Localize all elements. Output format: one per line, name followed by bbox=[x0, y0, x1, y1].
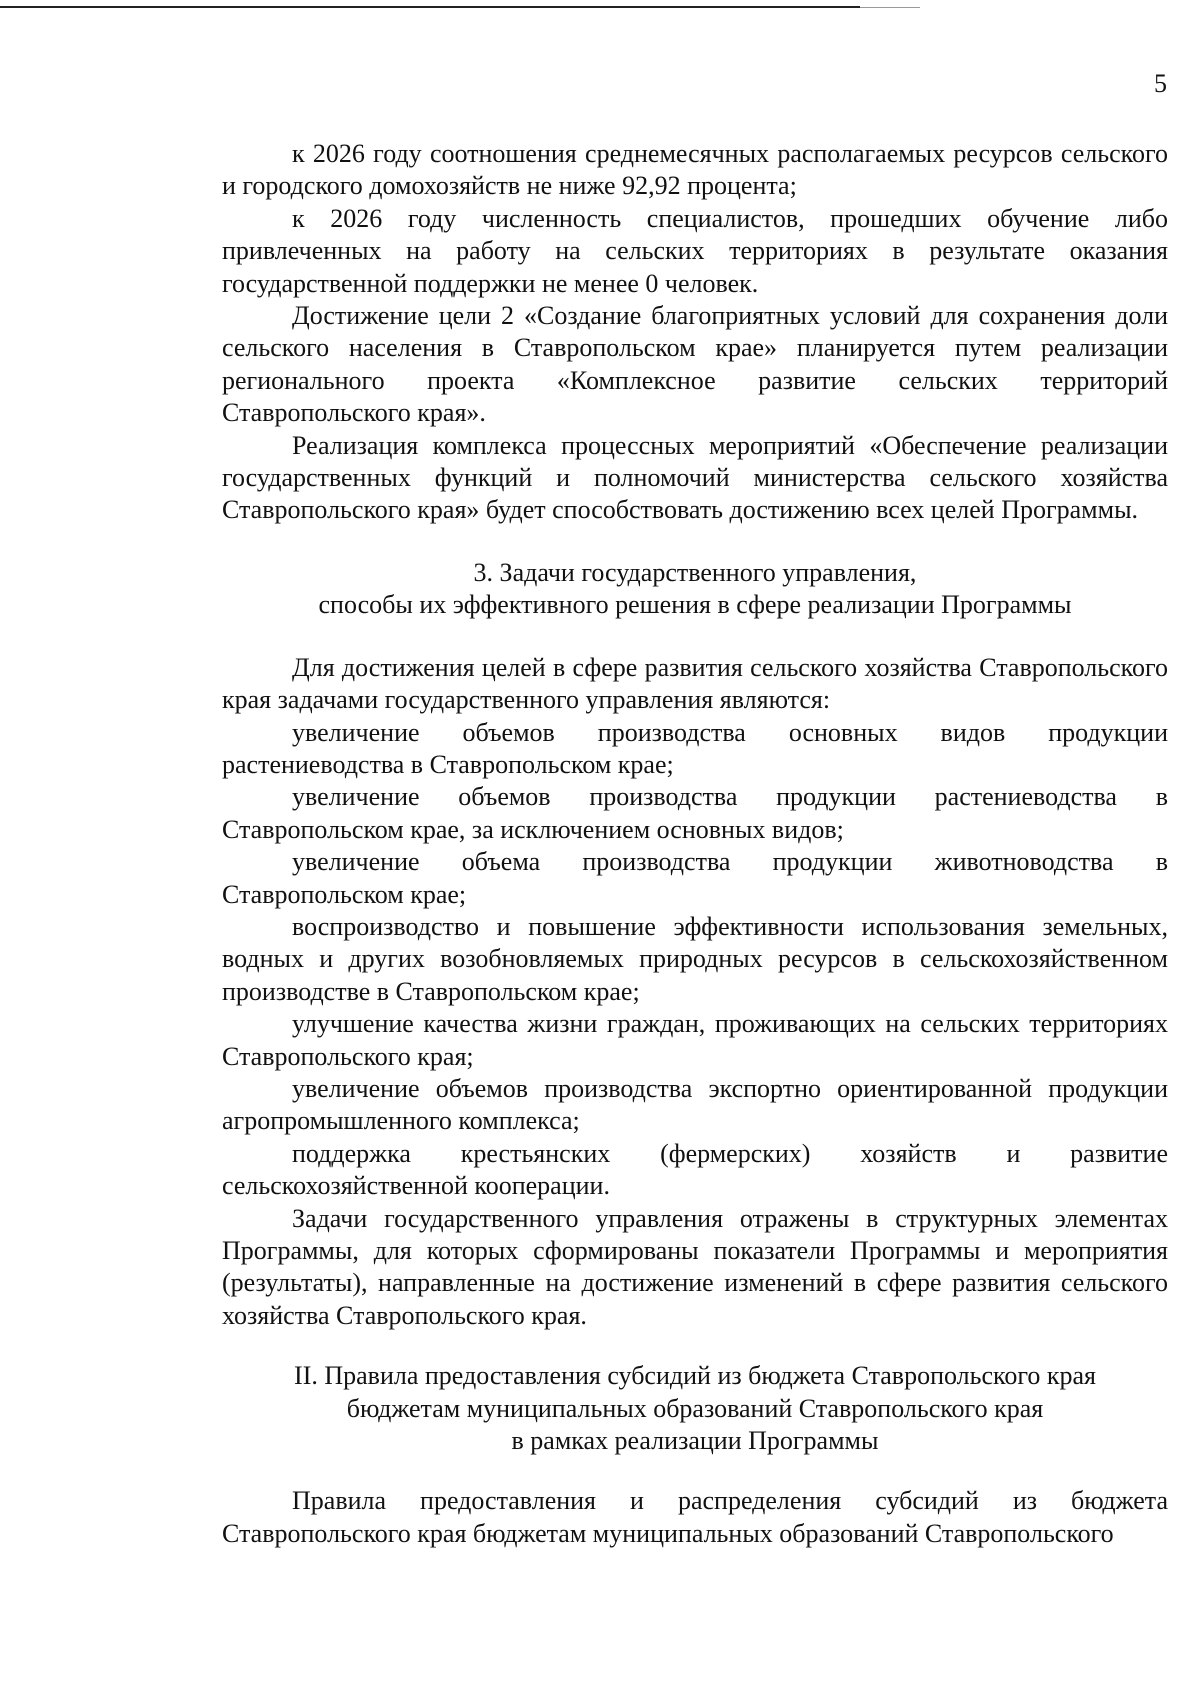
list-item: улучшение качества жизни граждан, проживающих на сельских территориях Ставропольского края; bbox=[222, 1009, 1168, 1071]
heading-line: бюджетам муниципальных образований Ставропольского края bbox=[346, 1393, 1044, 1423]
paragraph: Достижение цели 2 «Создание благоприятных условий для сохранения доли сельского населения в Ставропольском крае» планируется путем реализации регионального проекта «Комплексное развитие сельских территорий Ставропольского края». bbox=[222, 301, 1168, 428]
top-rule bbox=[0, 6, 860, 8]
paragraph: Реализация комплекса процессных мероприятий «Обеспечение реализации государственных функций и полномочий министерства сельского хозяйства Ставропольского края» будет способствовать достижению всех целей Программы. bbox=[222, 430, 1168, 525]
paragraph: Задачи государственного управления отражены в структурных элементах Программы, для которых сформированы показатели Программы и мероприятия (результаты), направленные на достижение изменений в сфере развития сельского хозяйства Ставропольского края. bbox=[222, 1203, 1168, 1330]
heading-line: 3. Задачи государственного управления, bbox=[473, 557, 917, 587]
paragraph: Правила предоставления и распределения субсидий из бюджета Ставропольского края бюджетам муниципальных образований Ставропольского bbox=[222, 1486, 1168, 1548]
heading-line: в рамках реализации Программы bbox=[511, 1426, 879, 1456]
page-number: 5 bbox=[1154, 69, 1167, 98]
paragraph: к 2026 году соотношения среднемесячных располагаемых ресурсов сельского и городского домохозяйств не ниже 92,92 процента; bbox=[222, 139, 1168, 201]
list-item: поддержка крестьянских (фермерских) хозяйств и развитие сельскохозяйственной кооперации. bbox=[222, 1138, 1168, 1201]
section-ii-heading bbox=[222, 1360, 1168, 1457]
list-item: увеличение объемов производства основных видов продукции растениеводства в Ставропольском крае; bbox=[222, 717, 1168, 779]
heading-line: II. Правила предоставления субсидий из бюджета Ставропольского края bbox=[294, 1361, 1096, 1391]
heading-line: способы их эффективного решения в сфере реализации Программы bbox=[318, 590, 1072, 620]
list-item: увеличение объемов производства экспортно ориентированной продукции агропромышленного комплекса; bbox=[222, 1073, 1168, 1136]
paragraph: Для достижения целей в сфере развития сельского хозяйства Ставропольского края задачами государственного управления являются: bbox=[222, 652, 1168, 715]
list-item: увеличение объемов производства продукции растениеводства в Ставропольском крае, за исключением основных видов; bbox=[222, 782, 1168, 844]
paragraph: к 2026 году численность специалистов, прошедших обучение либо привлеченных на работу на сельских территориях в результате оказания государственной поддержки не менее 0 человек. bbox=[222, 203, 1168, 298]
document-body bbox=[222, 138, 1168, 1550]
top-rule-faint bbox=[860, 7, 920, 8]
section-3-heading bbox=[222, 557, 1168, 622]
list-item: увеличение объема производства продукции животноводства в Ставропольском крае; bbox=[222, 847, 1168, 909]
list-item: воспроизводство и повышение эффективности использования земельных, водных и других возобновляемых природных ресурсов в сельскохозяйственном производстве в Ставропольском крае; bbox=[222, 911, 1168, 1006]
